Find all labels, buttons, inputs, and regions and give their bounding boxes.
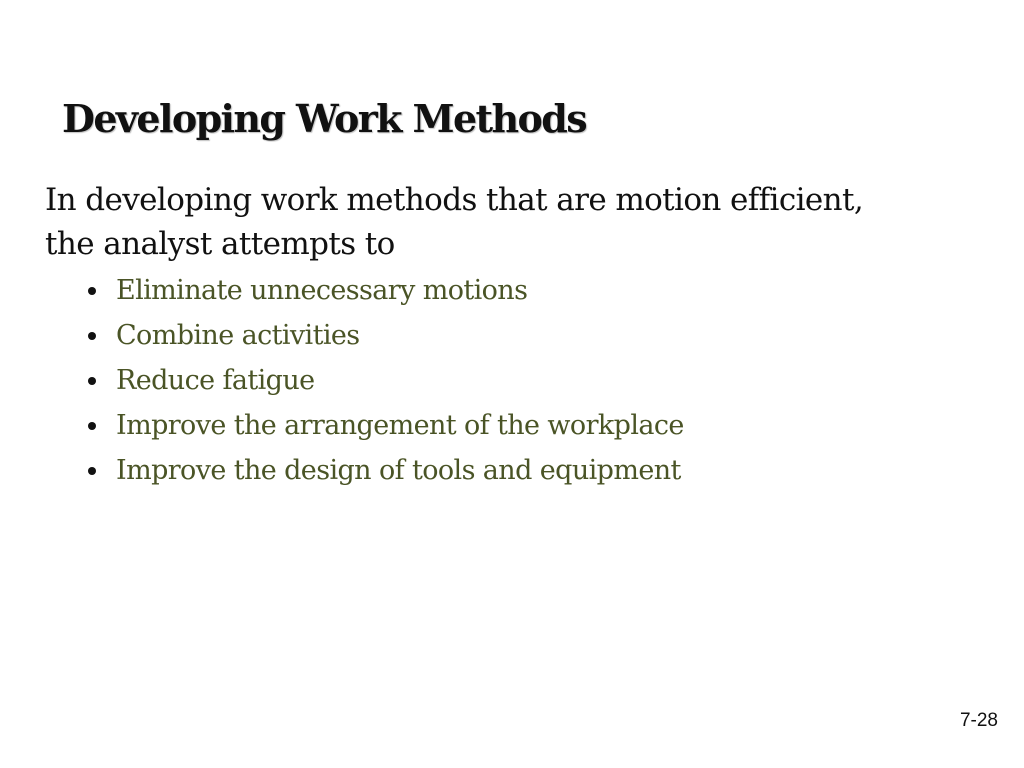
bullet-text: Reduce fatigue	[116, 365, 315, 396]
bullet-dot-icon	[88, 377, 96, 385]
slide-number: 7-28	[959, 710, 998, 731]
bullet-item	[88, 268, 684, 313]
bullet-item	[88, 358, 684, 403]
bullet-text: Improve the design of tools and equipment	[116, 455, 681, 486]
bullet-dot-icon	[88, 467, 96, 475]
slide-title: Developing Work Methods	[62, 96, 587, 141]
intro-paragraph	[45, 178, 945, 266]
bullet-dot-icon	[88, 332, 96, 340]
bullet-item	[88, 448, 684, 493]
bullet-text: Improve the arrangement of the workplace	[116, 410, 684, 441]
intro-line-1: In developing work methods that are motion efficient,	[45, 182, 864, 218]
bullet-dot-icon	[88, 422, 96, 430]
bullet-item	[88, 313, 684, 358]
bullet-item	[88, 403, 684, 448]
bullet-text: Eliminate unnecessary motions	[116, 275, 528, 306]
bullet-list	[88, 268, 684, 493]
bullet-dot-icon	[88, 287, 96, 295]
bullet-text: Combine activities	[116, 320, 360, 351]
intro-line-2: the analyst attempts to	[45, 226, 395, 262]
